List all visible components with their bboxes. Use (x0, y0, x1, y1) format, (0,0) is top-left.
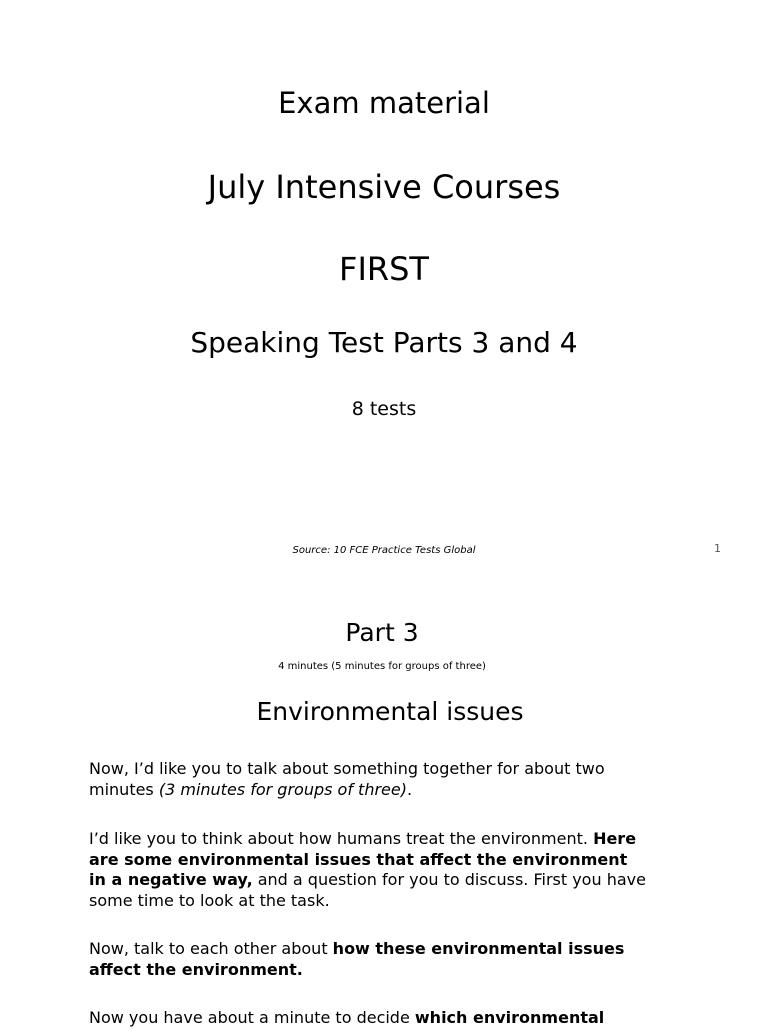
instruction-paragraph-4 (89, 1008, 649, 1029)
p1-text: Now, I’d like you to talk about something together for about two minutes (89, 759, 605, 799)
page-number: 1 (714, 542, 721, 555)
cover-course-title: July Intensive Courses (207, 168, 561, 206)
cover-title: Exam material (278, 86, 490, 120)
p3-text: Now, talk to each other about (89, 939, 333, 958)
source-citation: Source: 10 FCE Practice Tests Global (292, 545, 476, 556)
p2-bold-text: Here are some environmental issues that affect the environment in a negative way, (89, 829, 637, 889)
p1-end: . (406, 779, 413, 799)
instruction-paragraph-2 (89, 829, 649, 911)
p2-end: and a question for you to discuss. First you have some time to look at the task. (89, 870, 646, 910)
instruction-paragraph-3 (89, 939, 649, 980)
p2-text: I’d like you to think about how humans treat the environment. (89, 829, 594, 848)
cover-level: FIRST (339, 250, 429, 288)
p3-bold-text: how these environmental issues affect the environment. (89, 939, 625, 979)
p4-bold-text: which environmental (414, 1008, 605, 1027)
cover-test-count: 8 tests (351, 398, 417, 420)
part-heading: Part 3 (345, 618, 419, 647)
instruction-paragraph-1 (89, 759, 649, 800)
topic-heading: Environmental issues (256, 697, 524, 726)
part-duration: 4 minutes (5 minutes for groups of three) (278, 661, 486, 672)
p1-italic-text: (3 minutes for groups of three) (158, 779, 407, 799)
cover-subtitle: Speaking Test Parts 3 and 4 (190, 326, 578, 359)
p4-text: Now you have about a minute to decide (89, 1008, 415, 1027)
